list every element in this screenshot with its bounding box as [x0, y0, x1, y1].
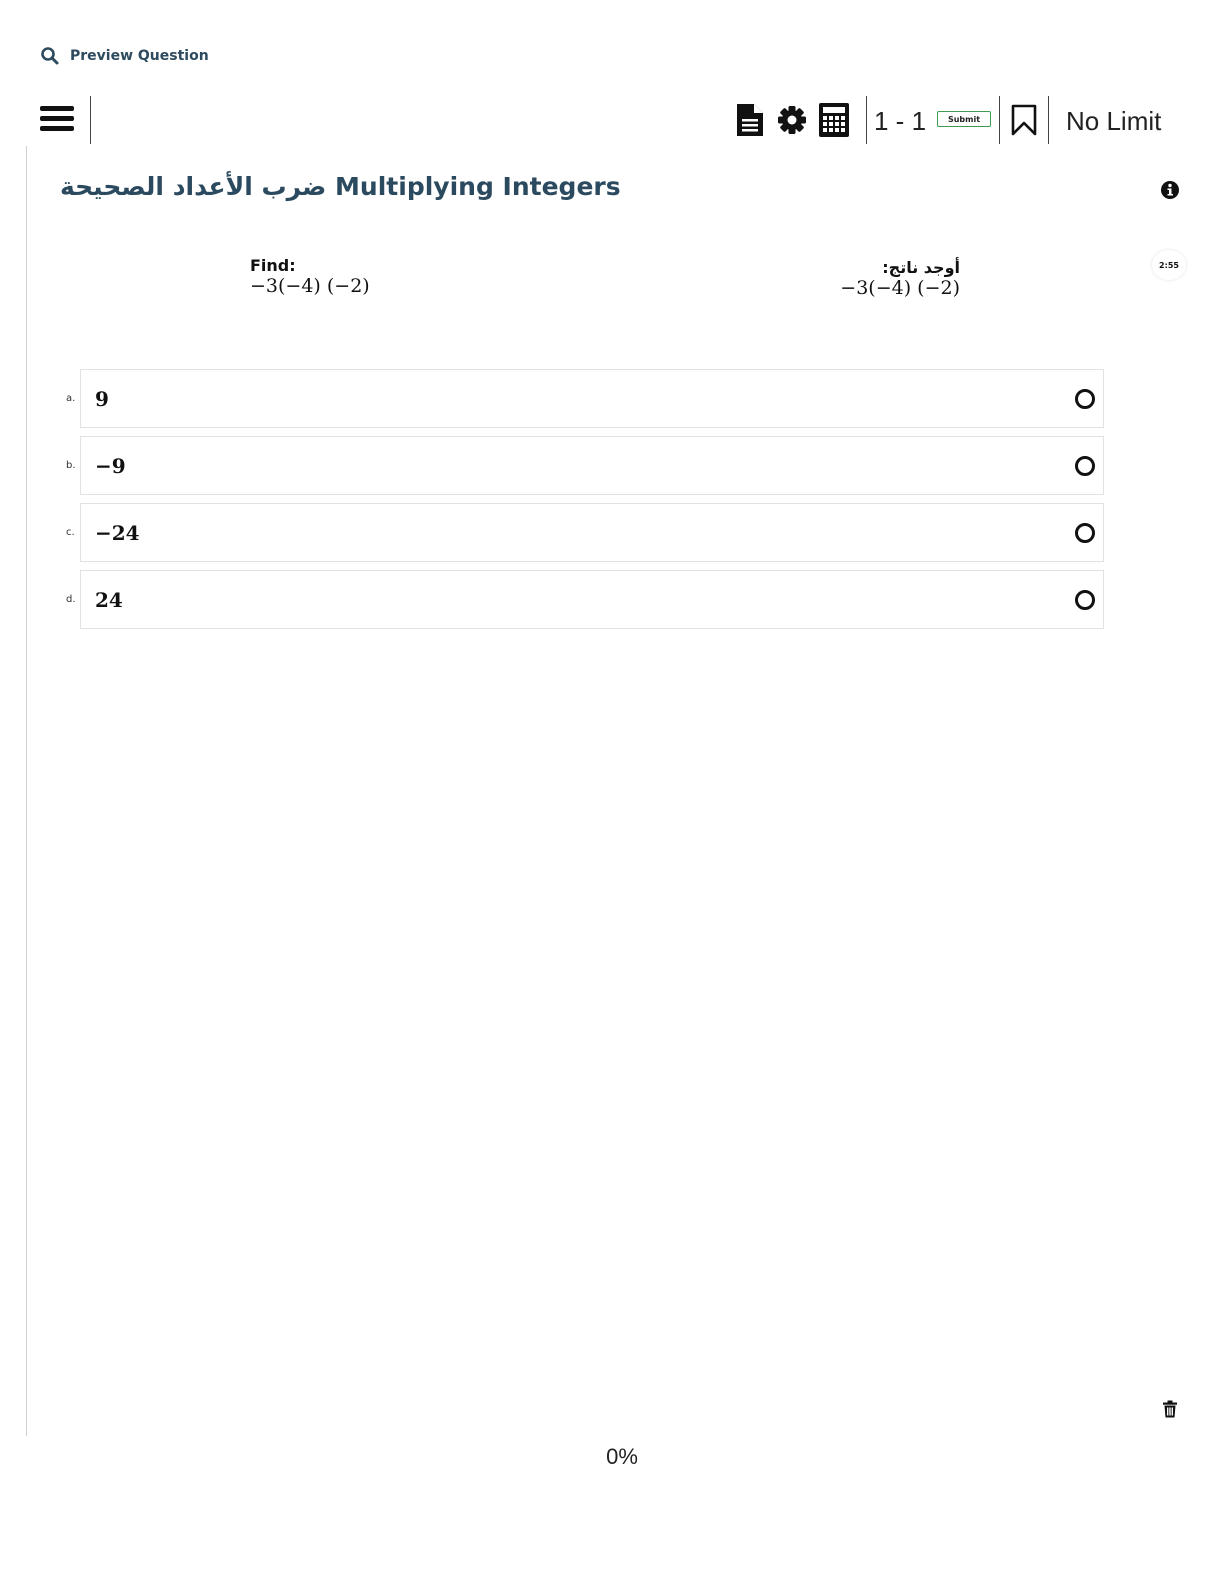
option-value: −9: [95, 454, 126, 478]
option-box[interactable]: [80, 369, 1104, 428]
radio-button[interactable]: [1075, 523, 1095, 543]
content-left-border: [26, 146, 27, 1436]
preview-question-bar: [40, 46, 209, 66]
option-value: −24: [95, 521, 140, 545]
search-icon: [40, 46, 60, 66]
toolbar-divider: [866, 96, 867, 144]
toolbar-divider: [1048, 96, 1049, 144]
menu-icon[interactable]: [40, 106, 74, 134]
info-icon[interactable]: [1160, 180, 1180, 200]
time-limit-label: No Limit: [1066, 106, 1162, 136]
gear-icon[interactable]: [776, 102, 808, 138]
option-letter: a.: [66, 393, 76, 404]
stem-label-english: Find:: [250, 256, 296, 275]
submit-button[interactable]: Submit: [937, 111, 991, 127]
answer-options: [60, 369, 1104, 637]
progress-percentage: 0%: [606, 1444, 638, 1469]
option-letter: b.: [66, 460, 76, 471]
radio-button[interactable]: [1075, 590, 1095, 610]
tool-icons: [734, 102, 850, 138]
option-box[interactable]: [80, 503, 1104, 562]
toolbar: [0, 96, 1224, 146]
option-value: 24: [95, 588, 123, 612]
document-icon[interactable]: [734, 102, 766, 138]
option-box[interactable]: [80, 570, 1104, 629]
radio-button[interactable]: [1075, 456, 1095, 476]
option-box[interactable]: [80, 436, 1104, 495]
answer-option-a[interactable]: [60, 369, 1104, 427]
question-timer: 2:55: [1152, 250, 1186, 280]
option-value: 9: [95, 387, 109, 411]
preview-question-label: Preview Question: [70, 48, 209, 64]
question-stem-english: [250, 256, 370, 297]
question-stem-arabic: [820, 258, 960, 299]
answer-option-b[interactable]: [60, 436, 1104, 494]
radio-button[interactable]: [1075, 389, 1095, 409]
answer-option-c[interactable]: [60, 503, 1104, 561]
bookmark-icon[interactable]: [1010, 104, 1038, 136]
toolbar-divider: [90, 96, 91, 144]
answer-option-d[interactable]: [60, 570, 1104, 628]
option-letter: d.: [66, 594, 76, 605]
question-title: ضرب الأعداد الصحيحة Multiplying Integers: [60, 172, 621, 201]
stem-expression-english: −3(−4) (−2): [250, 275, 370, 297]
calculator-icon[interactable]: [818, 102, 850, 138]
stem-expression-arabic: −3(−4) (−2): [840, 277, 960, 299]
trash-icon[interactable]: [1162, 1400, 1178, 1418]
stem-label-arabic: أوجد ناتج:: [882, 258, 960, 277]
option-letter: c.: [66, 527, 75, 538]
toolbar-divider: [999, 96, 1000, 144]
question-page-count: 1 - 1: [874, 106, 927, 136]
